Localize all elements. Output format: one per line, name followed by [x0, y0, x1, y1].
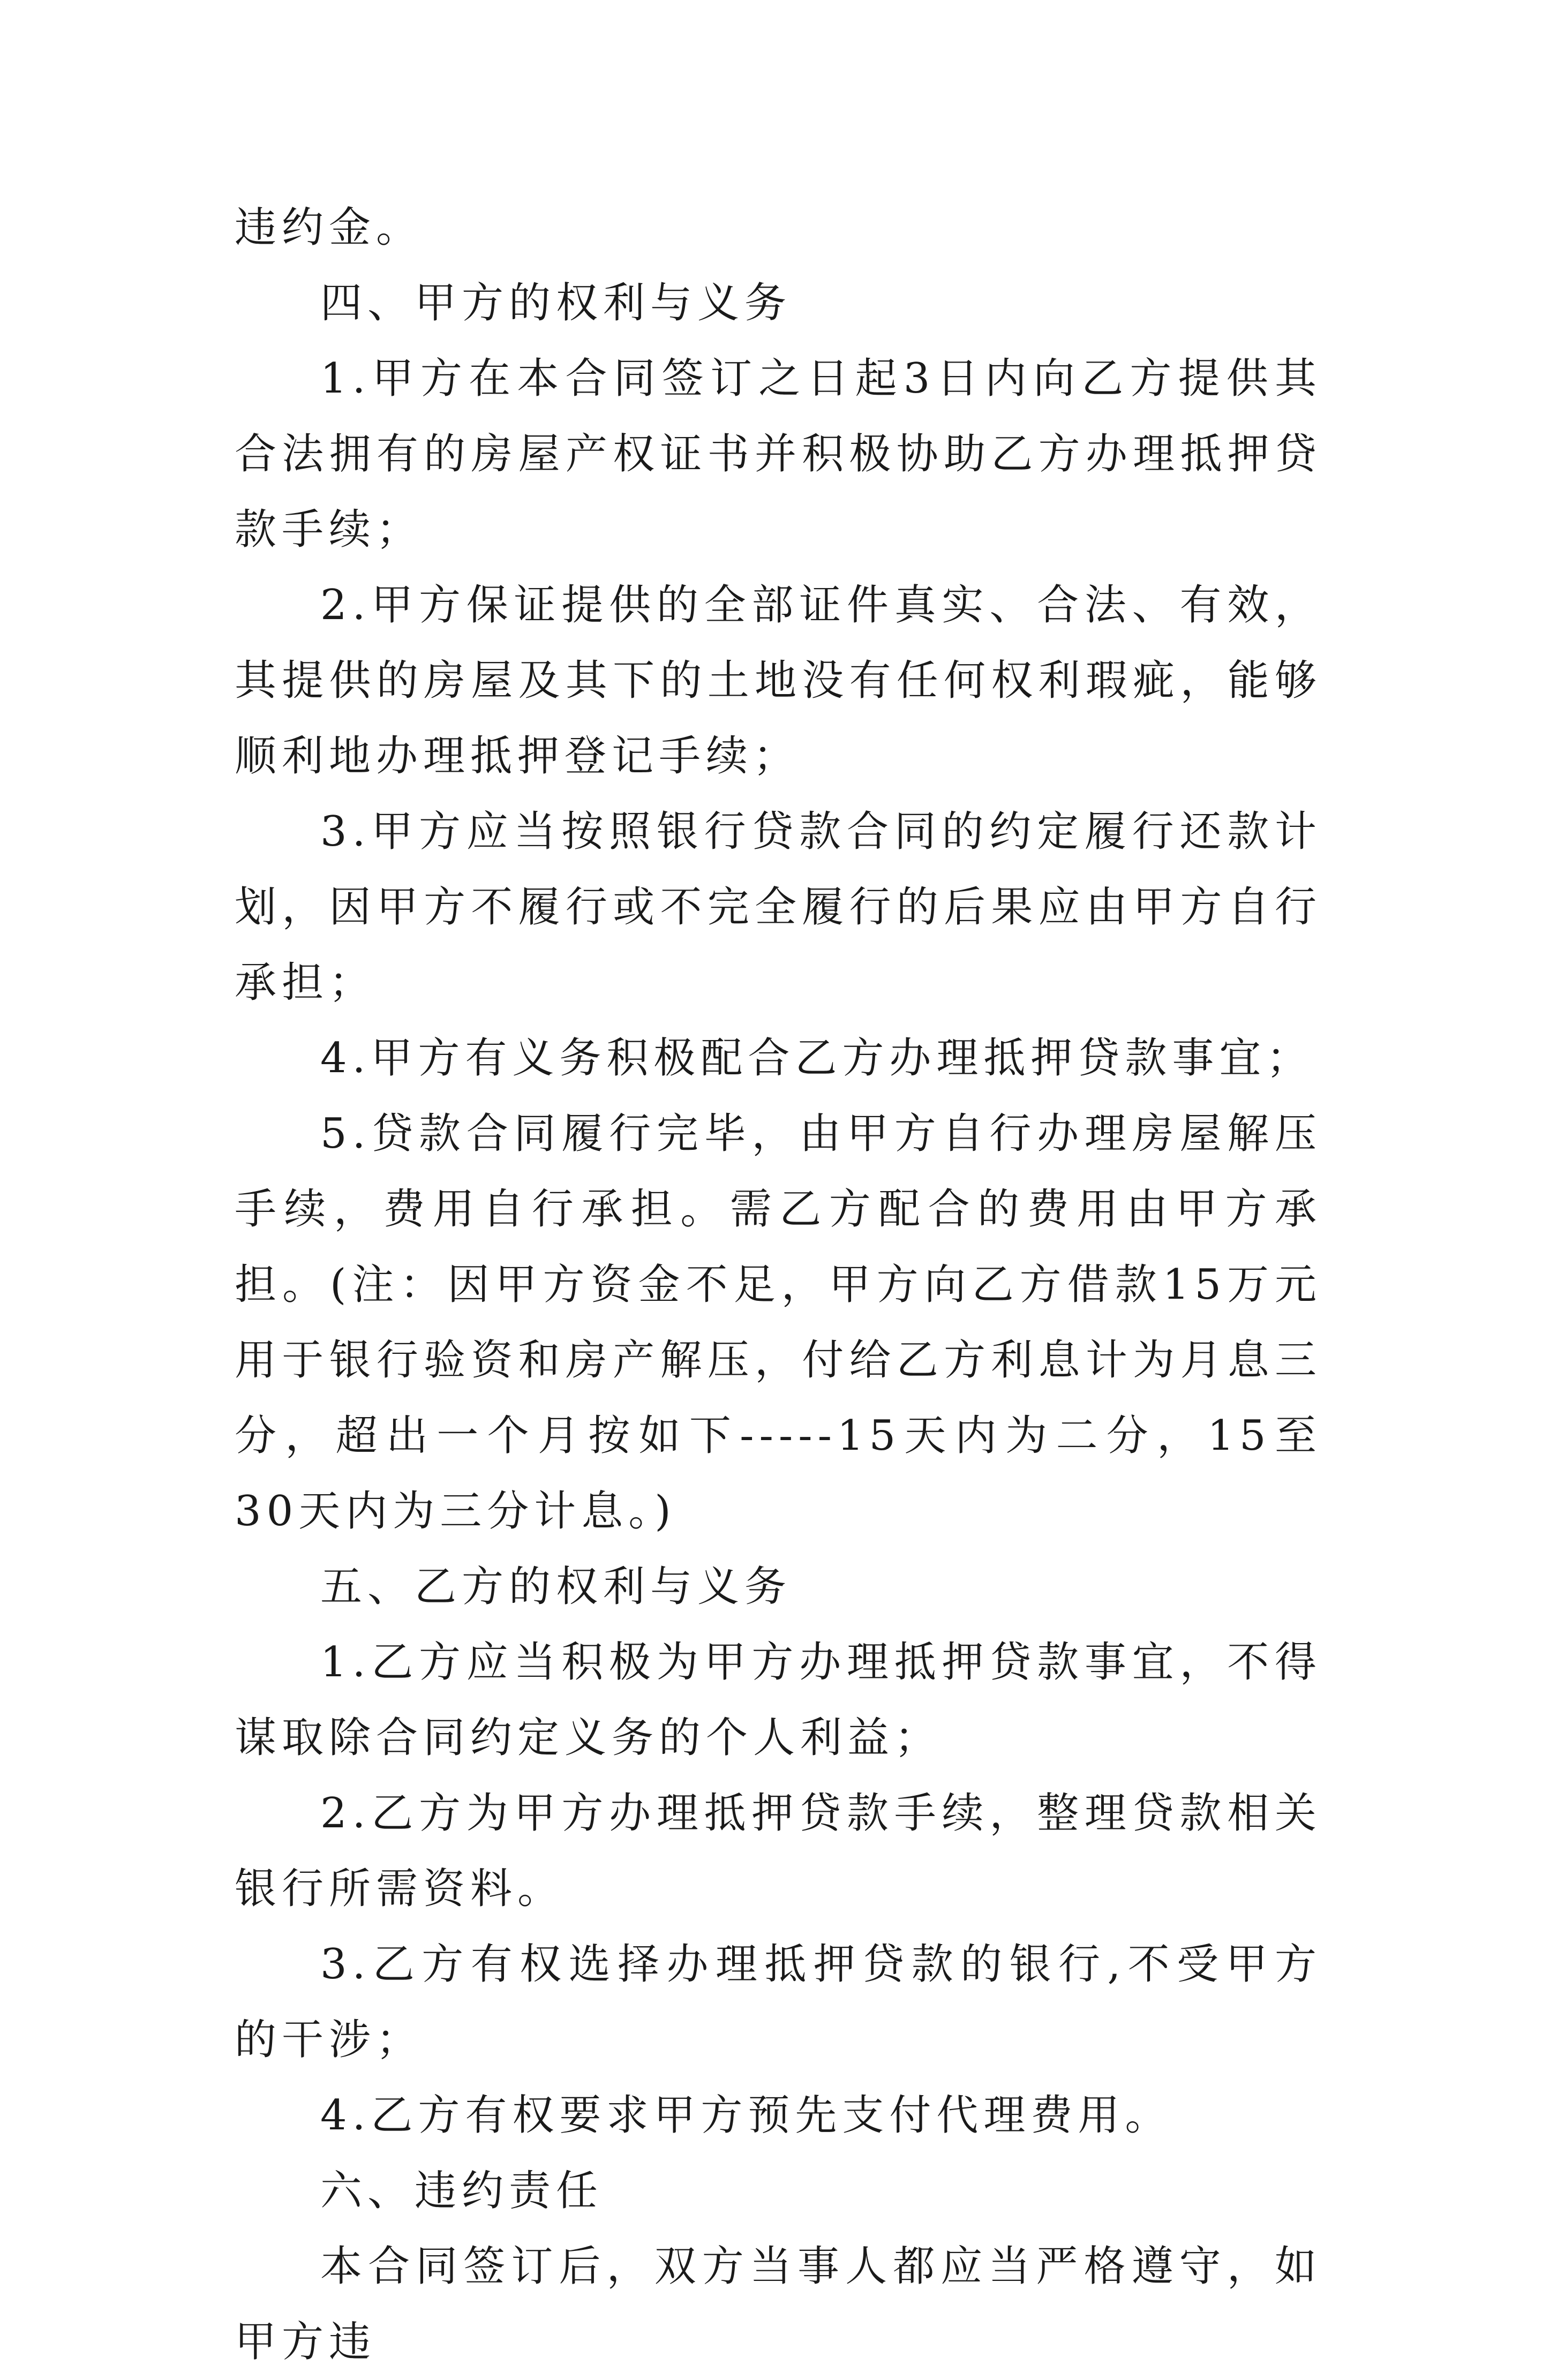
paragraph-party-a-item-4: 4.甲方有义务积极配合乙方办理抵押贷款事宜；: [320, 1034, 1314, 1082]
paragraph-party-b-item-3: 3.乙方有权选择办理抵押贷款的银行,不受甲方的干涉；: [235, 1940, 1322, 2064]
paragraph-continuation: 违约金。: [235, 204, 424, 252]
paragraph-party-a-item-3: 3.甲方应当按照银行贷款合同的约定履行还款计划，因甲方不履行或不完全履行的后果应由甲方自行承担；: [235, 808, 1322, 1007]
paragraph-party-a-item-5: 5.贷款合同履行完毕，由甲方自行办理房屋解压手续，费用自行承担。需乙方配合的费用由甲方承担。(注：因甲方资金不足，甲方向乙方借款15万元用于银行验资和房产解压，付给乙方利息计为月息三分，超出一个月按如下-----15天内为二分，15至30天内为三分计息。): [235, 1110, 1322, 1535]
section-heading-party-a-rights: 四、甲方的权利与义务: [320, 279, 792, 327]
paragraph-party-b-item-4: 4.乙方有权要求甲方预先支付代理费用。: [320, 2091, 1172, 2140]
document-body: [235, 190, 1322, 2380]
section-heading-party-b-rights: 五、乙方的权利与义务: [320, 1563, 792, 1611]
section-heading-breach-liability: 六、违约责任: [320, 2167, 604, 2215]
paragraph-party-b-item-2: 2.乙方为甲方办理抵押贷款手续，整理贷款相关银行所需资料。: [235, 1789, 1322, 1913]
paragraph-party-b-item-1: 1.乙方应当积极为甲方办理抵押贷款事宜，不得谋取除合同约定义务的个人利益；: [235, 1638, 1322, 1762]
paragraph-breach-liability: 本合同签订后，双方当事人都应当严格遵守，如甲方违: [235, 2242, 1322, 2366]
paragraph-party-a-item-1: 1.甲方在本合同签订之日起3日内向乙方提供其合法拥有的房屋产权证书并积极协助乙方办理抵押贷款手续；: [235, 355, 1322, 554]
paragraph-party-a-item-2: 2.甲方保证提供的全部证件真实、合法、有效，其提供的房屋及其下的土地没有任何权利瑕疵，能够顺利地办理抵押登记手续；: [235, 581, 1322, 780]
